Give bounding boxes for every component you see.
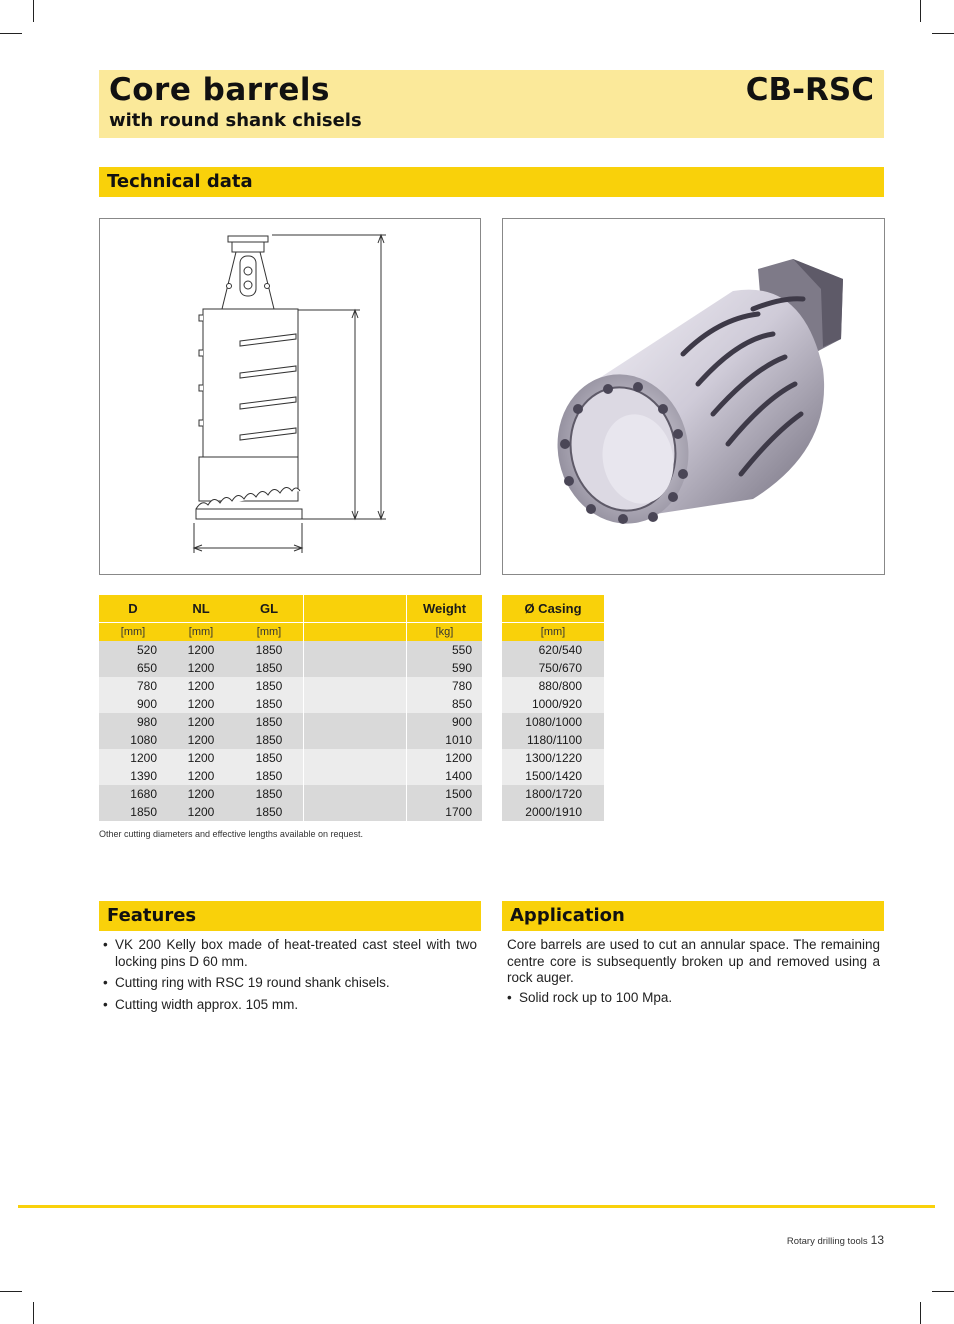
table-cell: 1390 bbox=[99, 767, 167, 785]
unit-cell bbox=[304, 623, 407, 642]
table-cell bbox=[304, 677, 407, 695]
casing-table bbox=[502, 595, 604, 821]
table-cell: 1850 bbox=[235, 659, 304, 677]
table-cell: 2000/1910 bbox=[502, 803, 604, 821]
table-cell: 1200 bbox=[167, 659, 235, 677]
unit-cell: [mm] bbox=[167, 623, 235, 642]
features-bar bbox=[99, 901, 481, 931]
table-cell: 1850 bbox=[235, 731, 304, 749]
footer bbox=[787, 1233, 884, 1247]
table-cell: 1200 bbox=[167, 713, 235, 731]
table-row bbox=[502, 677, 604, 695]
table-cell: 1000/920 bbox=[502, 695, 604, 713]
table-cell: 1010 bbox=[407, 731, 483, 749]
table-cell: 880/800 bbox=[502, 677, 604, 695]
table-cell: 1500 bbox=[407, 785, 483, 803]
table-cell: 1400 bbox=[407, 767, 483, 785]
table-row bbox=[502, 731, 604, 749]
crop-mark bbox=[0, 33, 22, 34]
technical-data-body bbox=[99, 641, 482, 821]
title-band bbox=[99, 70, 884, 138]
list-item: • Cutting width approx. 105 mm. bbox=[101, 997, 477, 1014]
table-row bbox=[502, 695, 604, 713]
list-item: • VK 200 Kelly box made of heat-treated cast steel with two locking pins D 60 mm. bbox=[101, 937, 477, 970]
product-code: CB-RSC bbox=[745, 72, 874, 108]
application-list bbox=[505, 990, 881, 1012]
unit-cell: [kg] bbox=[407, 623, 483, 642]
table-cell: 1200 bbox=[167, 767, 235, 785]
table-cell: 1500/1420 bbox=[502, 767, 604, 785]
table-cell: 650 bbox=[99, 659, 167, 677]
table-cell: 1200 bbox=[167, 641, 235, 659]
table-row bbox=[502, 659, 604, 677]
crop-mark bbox=[33, 0, 34, 22]
list-item: • Cutting ring with RSC 19 round shank chisels. bbox=[101, 975, 477, 992]
table-cell bbox=[304, 803, 407, 821]
table-row bbox=[99, 713, 482, 731]
table-row bbox=[502, 713, 604, 731]
table-cell bbox=[304, 659, 407, 677]
casing-body bbox=[502, 641, 604, 821]
table-cell: 1850 bbox=[235, 695, 304, 713]
table-row bbox=[502, 803, 604, 821]
table-cell: 1850 bbox=[235, 713, 304, 731]
unit-cell: [mm] bbox=[502, 623, 604, 642]
col-header-gl: GL bbox=[235, 595, 304, 623]
table-cell: 1700 bbox=[407, 803, 483, 821]
table-cell: 1850 bbox=[235, 785, 304, 803]
table-row bbox=[502, 767, 604, 785]
table-cell: 1200 bbox=[99, 749, 167, 767]
crop-mark bbox=[920, 1302, 921, 1324]
table-cell: 550 bbox=[407, 641, 483, 659]
table-cell: 1200 bbox=[167, 803, 235, 821]
features-list bbox=[101, 937, 477, 1018]
table-row bbox=[99, 749, 482, 767]
table-cell: 1200 bbox=[407, 749, 483, 767]
unit-cell: [mm] bbox=[235, 623, 304, 642]
col-header-blank bbox=[304, 595, 407, 623]
application-bar bbox=[502, 901, 884, 931]
unit-cell: [mm] bbox=[99, 623, 167, 642]
table-cell: 780 bbox=[407, 677, 483, 695]
table-cell: 590 bbox=[407, 659, 483, 677]
table-cell: 1800/1720 bbox=[502, 785, 604, 803]
table-cell: 900 bbox=[99, 695, 167, 713]
table-cell: 1850 bbox=[235, 767, 304, 785]
technical-data-heading: Technical data bbox=[107, 171, 253, 192]
table-cell: 980 bbox=[99, 713, 167, 731]
table-row bbox=[99, 767, 482, 785]
table-row bbox=[99, 803, 482, 821]
table-row bbox=[99, 731, 482, 749]
table-row bbox=[99, 785, 482, 803]
table-cell: 1200 bbox=[167, 731, 235, 749]
table-cell bbox=[304, 641, 407, 659]
table-cell: 1080 bbox=[99, 731, 167, 749]
footer-label: Rotary drilling tools bbox=[786, 1236, 868, 1247]
page-subtitle: with round shank chisels bbox=[109, 110, 362, 131]
table-row bbox=[502, 749, 604, 767]
application-text: Core barrels are used to cut an annular space. The remaining centre core is subsequently broken up and removed using a rock auger. bbox=[507, 937, 880, 985]
table-cell bbox=[304, 767, 407, 785]
crop-mark bbox=[0, 1291, 22, 1292]
technical-data-table bbox=[99, 595, 482, 821]
table-cell: 620/540 bbox=[502, 641, 604, 659]
col-header-nl: NL bbox=[167, 595, 235, 623]
table-cell: 1300/1220 bbox=[502, 749, 604, 767]
table-row bbox=[99, 659, 482, 677]
table-cell: 1850 bbox=[235, 749, 304, 767]
crop-mark bbox=[33, 1302, 34, 1324]
crop-mark bbox=[932, 33, 954, 34]
page-number: 13 bbox=[870, 1233, 884, 1247]
table-cell: 1200 bbox=[167, 695, 235, 713]
table-row bbox=[502, 785, 604, 803]
table-cell: 1180/1100 bbox=[502, 731, 604, 749]
col-header-d: D bbox=[99, 595, 167, 623]
product-photo bbox=[502, 218, 885, 575]
technical-data-bar bbox=[99, 167, 884, 197]
col-header-casing: Ø Casing bbox=[502, 595, 604, 623]
technical-drawing bbox=[99, 218, 481, 575]
table-cell: 900 bbox=[407, 713, 483, 731]
table-cell: 850 bbox=[407, 695, 483, 713]
table-cell: 1850 bbox=[235, 803, 304, 821]
list-item: • Solid rock up to 100 Mpa. bbox=[505, 990, 881, 1007]
table-cell: 1850 bbox=[235, 641, 304, 659]
table-cell: 1200 bbox=[167, 785, 235, 803]
table-row bbox=[99, 641, 482, 659]
table-cell: 1850 bbox=[235, 677, 304, 695]
table-cell bbox=[304, 713, 407, 731]
page-title: Core barrels bbox=[109, 72, 330, 108]
table-cell: 1850 bbox=[99, 803, 167, 821]
core-barrel-drawing bbox=[100, 219, 480, 574]
table-cell: 1200 bbox=[167, 677, 235, 695]
table-cell bbox=[304, 749, 407, 767]
col-header-weight: Weight bbox=[407, 595, 483, 623]
table-row bbox=[99, 677, 482, 695]
table-cell: 1080/1000 bbox=[502, 713, 604, 731]
application-heading: Application bbox=[510, 905, 625, 926]
table-note: Other cutting diameters and effective lengths available on request. bbox=[99, 829, 363, 839]
crop-mark bbox=[920, 0, 921, 22]
table-cell bbox=[304, 785, 407, 803]
table-cell bbox=[304, 695, 407, 713]
table-cell: 1200 bbox=[167, 749, 235, 767]
footer-rule bbox=[18, 1205, 935, 1208]
table-row bbox=[99, 695, 482, 713]
table-cell: 520 bbox=[99, 641, 167, 659]
table-cell bbox=[304, 731, 407, 749]
table-cell: 750/670 bbox=[502, 659, 604, 677]
table-cell: 1680 bbox=[99, 785, 167, 803]
table-row bbox=[502, 641, 604, 659]
core-barrel-render bbox=[503, 219, 884, 574]
crop-mark bbox=[932, 1291, 954, 1292]
table-cell: 780 bbox=[99, 677, 167, 695]
features-heading: Features bbox=[107, 905, 197, 926]
